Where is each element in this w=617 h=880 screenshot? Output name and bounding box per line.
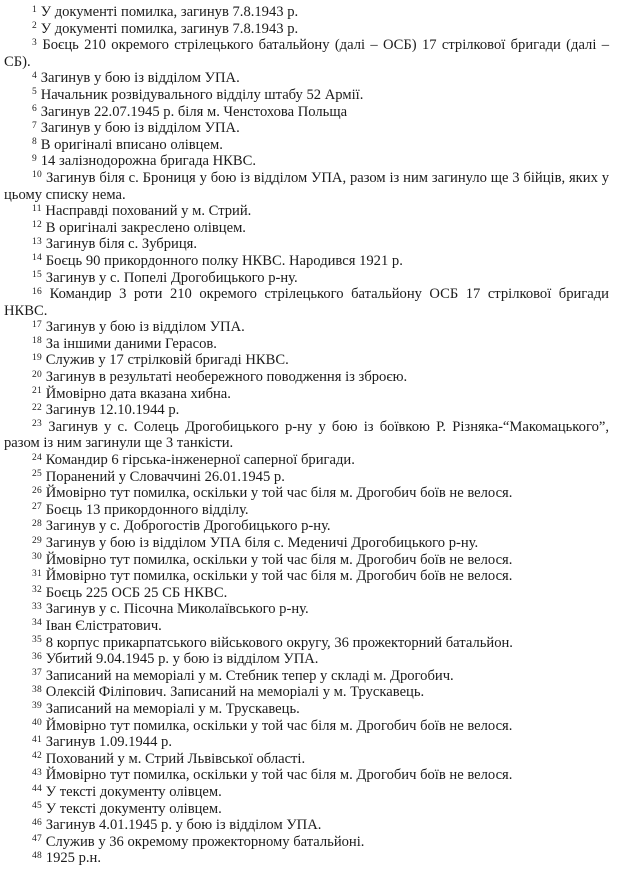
- footnote-text: Олексій Філіпович. Записаний на меморіалі у м. Трускавець.: [45, 684, 425, 701]
- footnote-number: 34: [32, 618, 43, 629]
- footnote-item: [4, 734, 609, 751]
- footnote-item: [4, 784, 609, 801]
- footnote-text: Загинув у с. Доброгостів Дрогобицького р-ну.: [45, 518, 331, 535]
- footnote-text: В оригіналі вписано олівцем.: [40, 136, 223, 153]
- footnote-number: 4: [32, 70, 38, 81]
- footnote-number: 46: [32, 817, 43, 828]
- footnote-item: [4, 585, 609, 602]
- footnote-text: У тексті документу олівцем.: [45, 800, 222, 817]
- footnote-number: 19: [32, 352, 43, 363]
- footnote-text: Ймовірно тут помилка, оскільки у той час біля м. Дрогобич боїв не велося.: [45, 717, 513, 734]
- footnote-item: [4, 817, 609, 834]
- footnote-number: 39: [32, 701, 43, 712]
- footnote-number: 8: [32, 137, 38, 148]
- footnote-item: [4, 352, 609, 369]
- footnote-number: 12: [32, 220, 43, 231]
- footnote-item: [4, 535, 609, 552]
- footnote-item: [4, 469, 609, 486]
- footnote-text: Боєць 225 ОСБ 25 СБ НКВС.: [45, 584, 228, 601]
- footnote-number: 11: [32, 203, 42, 214]
- footnote-text: У тексті документу олівцем.: [45, 783, 222, 800]
- footnote-number: 48: [32, 850, 43, 861]
- footnote-number: 41: [32, 734, 43, 745]
- footnote-number: 15: [32, 270, 43, 280]
- footnote-item: [4, 601, 609, 618]
- footnote-number: 28: [32, 518, 43, 529]
- footnote-item: [4, 834, 609, 851]
- footnote-text: Загинув у бою із відділом УПА.: [40, 120, 240, 137]
- footnote-number: 33: [32, 601, 43, 612]
- footnote-number: 47: [32, 834, 43, 845]
- footnote-text: Поранений у Словаччині 26.01.1945 р.: [45, 468, 285, 485]
- footnote-number: 14: [32, 253, 43, 264]
- footnote-text: Загинув у бою із відділом УПА.: [45, 319, 245, 336]
- footnote-text: Записаний на меморіалі у м. Стебник тепер у складі м. Дрогобич.: [45, 667, 454, 684]
- footnote-number: 23: [32, 419, 43, 430]
- footnote-number: 16: [32, 286, 43, 297]
- footnote-number: 10: [32, 170, 43, 181]
- footnote-item: [4, 668, 609, 685]
- footnote-number: 35: [32, 635, 43, 646]
- footnote-text: Загинув у с. Солець Дрогобицького р-ну у бою із боївкою Р. Різняка-“Макомацького”, разом із ним загинули ще 3 танкісти.: [4, 418, 609, 452]
- footnote-item: [4, 568, 609, 585]
- footnote-item: [4, 386, 609, 403]
- footnote-text: 8 корпус прикарпатського військового округу, 36 прожекторний батальйон.: [45, 634, 513, 651]
- footnote-text: В оригіналі закреслено олівцем.: [45, 219, 246, 236]
- footnote-text: Іван Єлістратович.: [45, 617, 162, 634]
- footnote-text: Ймовірно тут помилка, оскільки у той час біля м. Дрогобич боїв не велося.: [45, 551, 513, 568]
- footnote-item: [4, 270, 609, 287]
- footnote-item: [4, 801, 609, 818]
- footnote-text: Начальник розвідувального відділу штабу 52 Армії.: [40, 86, 364, 103]
- footnote-number: 20: [32, 369, 43, 380]
- footnote-text: Служив у 17 стрілковій бригаді НКВС.: [45, 352, 289, 369]
- footnote-number: 43: [32, 767, 43, 778]
- footnote-item: [4, 701, 609, 718]
- footnote-text: Боєць 210 окремого стрілецького батальйону (далі – ОСБ) 17 стрілкової бригади (далі – СБ).: [4, 37, 609, 70]
- footnote-text: Загинув у с. Попелі Дрогобицького р-ну.: [45, 269, 298, 286]
- footnote-text: Ймовірно тут помилка, оскільки у той час біля м. Дрогобич боїв не велося.: [45, 485, 513, 502]
- footnote-text: У документі помилка, загинув 7.8.1943 р.: [40, 4, 299, 20]
- footnote-item: [4, 684, 609, 701]
- footnote-number: 21: [32, 386, 43, 397]
- footnote-item: [4, 718, 609, 735]
- footnote-item: [4, 336, 609, 353]
- footnote-text: 14 залізнодорожна бригада НКВС.: [40, 153, 257, 170]
- footnote-number: 26: [32, 485, 43, 496]
- footnote-item: [4, 87, 609, 104]
- footnote-number: 27: [32, 502, 43, 513]
- footnote-text: Загинув у бою із відділом УПА.: [40, 70, 240, 87]
- footnote-item: [4, 4, 609, 21]
- footnote-text: За іншими даними Герасов.: [45, 335, 217, 352]
- footnote-text: Записаний на меморіалі у м. Трускавець.: [45, 700, 300, 717]
- footnote-number: 25: [32, 469, 43, 480]
- footnote-item: [4, 402, 609, 419]
- footnote-text: Боєць 13 прикордонного відділу.: [45, 501, 249, 518]
- footnote-text: Загинув у с. Пісочна Миколаївського р-ну.: [45, 601, 309, 618]
- footnote-item: [4, 220, 609, 237]
- footnote-number: 9: [32, 153, 38, 164]
- footnote-text: Загинув 1.09.1944 р.: [45, 734, 172, 751]
- footnote-item: [4, 767, 609, 784]
- footnote-item: [4, 518, 609, 535]
- footnote-text: 1925 р.н.: [45, 850, 102, 867]
- footnote-number: 29: [32, 535, 43, 546]
- footnote-text: Загинув у бою із відділом УПА біля с. Меденичі Дрогобицького р-ну.: [45, 535, 479, 551]
- footnote-item: [4, 286, 609, 319]
- footnote-item: [4, 170, 609, 203]
- footnote-number: 37: [32, 668, 43, 679]
- footnote-item: [4, 70, 609, 87]
- footnote-text: Ймовірно дата вказана хибна.: [45, 385, 231, 402]
- footnote-number: 32: [32, 585, 43, 596]
- footnote-text: Насправді похований у м. Стрий.: [45, 203, 252, 220]
- footnote-number: 44: [32, 784, 43, 795]
- footnote-item: [4, 419, 609, 452]
- footnote-text: Загинув 4.01.1945 р. у бою із відділом УПА.: [45, 817, 322, 834]
- footnote-number: 13: [32, 236, 43, 247]
- footnote-number: 18: [32, 336, 43, 347]
- footnote-text: Похований у м. Стрий Львівської області.: [45, 750, 306, 767]
- footnote-item: [4, 253, 609, 270]
- footnote-text: Боєць 90 прикордонного полку НКВС. Народився 1921 р.: [45, 252, 403, 269]
- footnote-number: 7: [32, 120, 38, 131]
- footnote-number: 36: [32, 651, 43, 662]
- footnote-number: 40: [32, 718, 43, 729]
- footnote-text: Ймовірно тут помилка, оскільки у той час біля м. Дрогобич боїв не велося.: [45, 568, 513, 585]
- footnotes-list: [4, 4, 609, 867]
- footnote-number: 22: [32, 402, 43, 413]
- footnote-item: [4, 104, 609, 121]
- footnote-text: Загинув біля с. Брониця у бою із відділом УПА, разом із ним загинуло ще 3 бійців, яких у цьому списку нема.: [4, 169, 609, 203]
- footnote-item: [4, 319, 609, 336]
- footnote-number: 38: [32, 684, 43, 695]
- footnote-item: [4, 618, 609, 635]
- footnote-number: 1: [32, 4, 38, 15]
- footnote-number: 2: [32, 21, 38, 32]
- footnote-number: 6: [32, 104, 38, 115]
- footnote-number: 5: [32, 87, 38, 98]
- footnote-item: [4, 369, 609, 386]
- footnote-item: [4, 502, 609, 519]
- footnote-item: [4, 751, 609, 768]
- footnote-text: Командир 3 роти 210 окремого стрілецького батальйону ОСБ 17 стрілкової бригади НКВС.: [4, 286, 609, 319]
- footnote-item: [4, 120, 609, 137]
- footnote-number: 17: [32, 319, 43, 330]
- footnote-text: Загинув 12.10.1944 р.: [45, 402, 180, 419]
- footnote-item: [4, 137, 609, 154]
- footnote-number: 3: [32, 37, 38, 48]
- footnote-item: [4, 452, 609, 469]
- footnote-item: [4, 153, 609, 170]
- footnote-item: [4, 635, 609, 652]
- footnote-text: Загинув в результаті необережного поводження із зброєю.: [45, 369, 408, 386]
- footnote-number: 24: [32, 452, 43, 463]
- footnote-item: [4, 552, 609, 569]
- footnote-item: [4, 21, 609, 38]
- footnote-text: Командир 6 гірська-інженерної саперної бригади.: [45, 452, 355, 469]
- footnote-text: Убитий 9.04.1945 р. у бою із відділом УПА.: [45, 651, 319, 668]
- footnote-item: [4, 236, 609, 253]
- footnote-item: [4, 37, 609, 70]
- footnote-text: У документі помилка, загинув 7.8.1943 р.: [40, 20, 299, 37]
- footnote-item: [4, 203, 609, 220]
- footnote-text: Служив у 36 окремому прожекторному батальйоні.: [45, 833, 365, 850]
- footnote-item: [4, 850, 609, 867]
- footnote-number: 31: [32, 568, 43, 579]
- footnote-item: [4, 651, 609, 668]
- footnote-text: Ймовірно тут помилка, оскільки у той час біля м. Дрогобич боїв не велося.: [45, 767, 513, 784]
- footnote-text: Загинув біля с. Зубриця.: [45, 236, 198, 253]
- footnote-number: 42: [32, 751, 43, 762]
- footnote-text: Загинув 22.07.1945 р. біля м. Ченстохова Польща: [40, 103, 348, 120]
- footnote-number: 30: [32, 552, 43, 563]
- footnote-item: [4, 485, 609, 502]
- footnote-number: 45: [32, 801, 43, 811]
